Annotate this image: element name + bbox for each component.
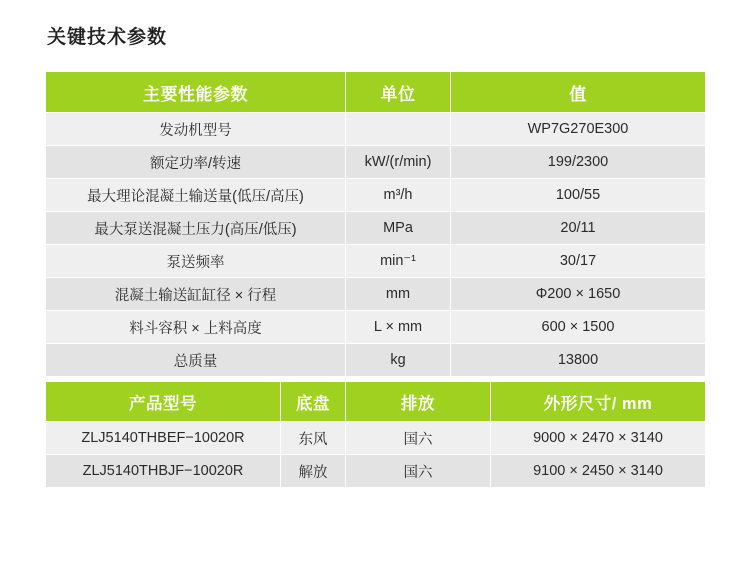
table-row [46, 278, 706, 311]
emission-value: 国六 [346, 422, 491, 455]
page-title: 关键技术参数 [47, 27, 168, 48]
spec-unit: min⁻¹ [346, 245, 451, 278]
model-value: ZLJ5140THBEF−10020R [46, 422, 281, 455]
model-header-dimensions: 外形尺寸/ mm [491, 382, 706, 422]
model-value: ZLJ5140THBJF−10020R [46, 455, 281, 488]
model-header-chassis: 底盘 [281, 382, 346, 422]
spec-param: 料斗容积 × 上料高度 [46, 311, 346, 344]
table-row [46, 179, 706, 212]
spec-header-unit: 单位 [346, 72, 451, 113]
table-row [46, 113, 706, 146]
spec-value: 30/17 [451, 245, 706, 278]
spec-param: 总质量 [46, 344, 346, 377]
spec-unit [346, 113, 451, 146]
model-header-model: 产品型号 [46, 382, 281, 422]
table-row [46, 422, 706, 455]
spec-param: 额定功率/转速 [46, 146, 346, 179]
model-table [45, 381, 706, 488]
spec-header-param: 主要性能参数 [46, 72, 346, 113]
spec-header-value: 值 [451, 72, 706, 113]
table-row [46, 344, 706, 377]
spec-value: WP7G270E300 [451, 113, 706, 146]
spec-unit: kg [346, 344, 451, 377]
chassis-value: 解放 [281, 455, 346, 488]
dimensions-value: 9100 × 2450 × 3140 [491, 455, 706, 488]
model-table-header-row [46, 382, 706, 422]
spec-param: 混凝土输送缸缸径 × 行程 [46, 278, 346, 311]
emission-value: 国六 [346, 455, 491, 488]
spec-unit: L × mm [346, 311, 451, 344]
spec-table [45, 71, 706, 377]
table-row [46, 311, 706, 344]
spec-table-header-row [46, 72, 706, 113]
spec-unit: MPa [346, 212, 451, 245]
spec-value: 13800 [451, 344, 706, 377]
spec-param: 发动机型号 [46, 113, 346, 146]
spec-value: 199/2300 [451, 146, 706, 179]
table-row [46, 245, 706, 278]
model-header-emission: 排放 [346, 382, 491, 422]
spec-value: Φ200 × 1650 [451, 278, 706, 311]
spec-value: 20/11 [451, 212, 706, 245]
table-row [46, 212, 706, 245]
spec-param: 泵送频率 [46, 245, 346, 278]
spec-unit: m³/h [346, 179, 451, 212]
spec-unit: mm [346, 278, 451, 311]
dimensions-value: 9000 × 2470 × 3140 [491, 422, 706, 455]
spec-param: 最大泵送混凝土压力(高压/低压) [46, 212, 346, 245]
table-row [46, 146, 706, 179]
spec-param: 最大理论混凝土输送量(低压/高压) [46, 179, 346, 212]
spec-unit: kW/(r/min) [346, 146, 451, 179]
chassis-value: 东风 [281, 422, 346, 455]
spec-value: 100/55 [451, 179, 706, 212]
table-row [46, 455, 706, 488]
spec-value: 600 × 1500 [451, 311, 706, 344]
